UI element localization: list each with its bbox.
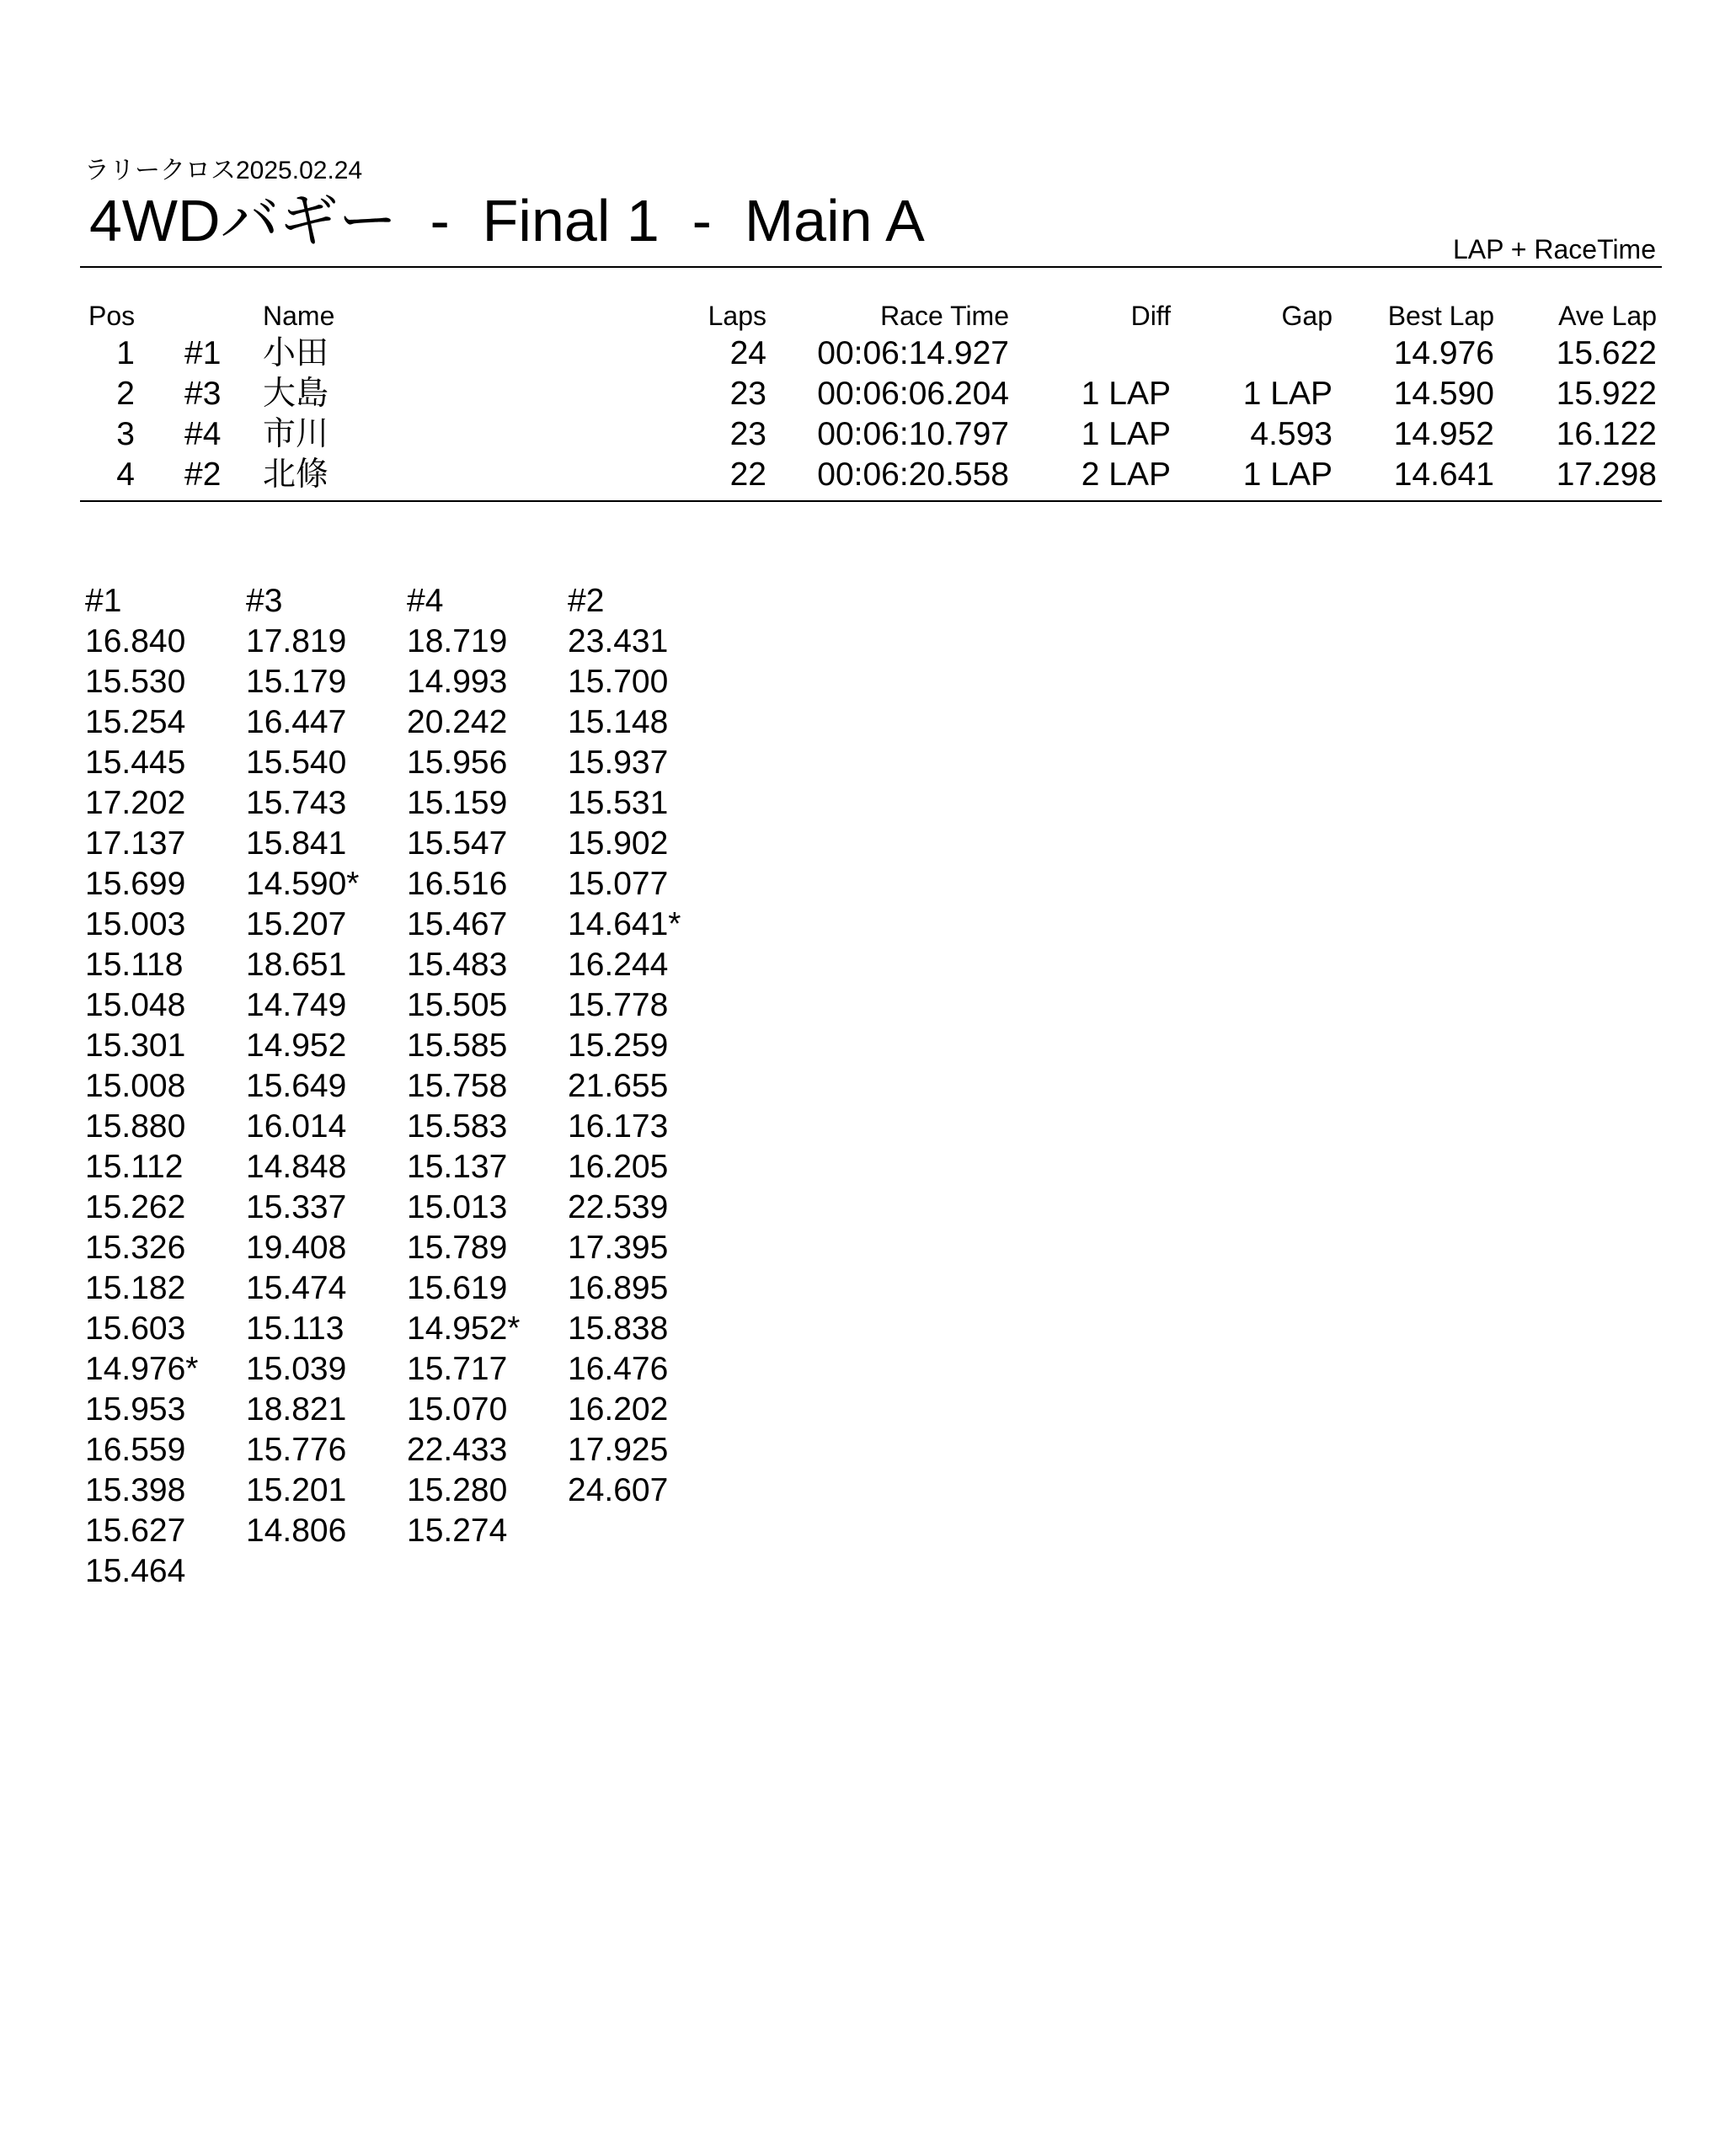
lap-time-cell: 15.259 (568, 1027, 669, 1064)
header-divider (80, 266, 1662, 268)
lap-time-cell: 19.408 (246, 1230, 347, 1266)
lap-time-cell: 14.590* (246, 866, 360, 902)
lap-time-cell: 16.559 (85, 1432, 186, 1468)
lap-time-cell: 15.326 (85, 1230, 186, 1266)
lap-time-cell: 15.118 (85, 947, 184, 983)
lap-time-cell: 15.013 (407, 1189, 508, 1225)
gap-cell: 1 LAP (1242, 376, 1332, 412)
lap-time-cell: 15.039 (246, 1351, 347, 1387)
lap-time-cell: 16.202 (568, 1391, 669, 1428)
laps-cell: 23 (729, 376, 766, 412)
lap-time-cell: 16.244 (568, 947, 669, 983)
lap-time-cell: 15.179 (246, 664, 347, 700)
lap-time-cell: 16.173 (568, 1108, 669, 1145)
race-title: 4WDバギー - Final 1 - Main A (89, 188, 925, 253)
lap-time-cell: 15.627 (85, 1513, 186, 1549)
car-number-cell: #2 (184, 456, 222, 493)
lap-column (85, 581, 237, 1592)
lap-time-cell: 23.431 (568, 623, 669, 659)
lap-time-cell: 15.113 (246, 1310, 344, 1347)
gap-cell: 4.593 (1250, 416, 1332, 452)
lap-time-cell: 14.806 (246, 1513, 347, 1549)
results-row (0, 334, 1725, 374)
driver-name-cell: 北條 (263, 456, 329, 493)
lap-time-cell: 15.778 (568, 987, 669, 1023)
best-lap-cell: 14.590 (1393, 376, 1494, 412)
results-row (0, 374, 1725, 414)
ave-lap-cell: 15.922 (1556, 376, 1657, 412)
lap-time-cell: 15.008 (85, 1068, 186, 1104)
lap-time-cell: 14.641* (568, 906, 681, 942)
lap-column-header: #4 (407, 583, 444, 619)
lap-time-cell: 15.474 (246, 1270, 347, 1306)
pos-cell: 2 (116, 376, 135, 412)
lap-time-cell: 17.925 (568, 1432, 669, 1468)
diff-cell: 1 LAP (1081, 376, 1171, 412)
lap-time-cell: 16.205 (568, 1149, 669, 1185)
lap-time-cell: 15.280 (407, 1472, 508, 1508)
column-header-name: Name (263, 301, 335, 331)
lap-time-cell: 15.262 (85, 1189, 186, 1225)
lap-time-cell: 22.539 (568, 1189, 669, 1225)
ave-lap-cell: 16.122 (1556, 416, 1657, 452)
pos-cell: 1 (116, 335, 135, 371)
lap-time-cell: 16.447 (246, 704, 347, 740)
lap-time-cell: 14.848 (246, 1149, 347, 1185)
lap-time-cell: 17.202 (85, 785, 186, 821)
lap-time-cell: 15.776 (246, 1432, 347, 1468)
lap-time-cell: 18.821 (246, 1391, 347, 1428)
lap-time-cell: 15.717 (407, 1351, 508, 1387)
column-header-gap: Gap (1281, 301, 1332, 331)
lap-time-cell: 15.540 (246, 744, 347, 781)
lap-time-cell: 15.398 (85, 1472, 186, 1508)
lap-time-cell: 15.743 (246, 785, 347, 821)
lap-time-cell: 15.445 (85, 744, 186, 781)
lap-time-cell: 17.395 (568, 1230, 669, 1266)
lap-time-cell: 15.070 (407, 1391, 508, 1428)
lap-time-cell: 16.840 (85, 623, 186, 659)
lap-time-cell: 15.619 (407, 1270, 508, 1306)
lap-time-cell: 15.048 (85, 987, 186, 1023)
lap-time-cell: 14.976* (85, 1351, 199, 1387)
lap-column (568, 581, 719, 1511)
lap-time-cell: 15.758 (407, 1068, 508, 1104)
lap-time-cell: 15.112 (85, 1149, 184, 1185)
column-header-pos: Pos (88, 301, 136, 331)
lap-time-cell: 15.337 (246, 1189, 347, 1225)
lap-time-cell: 15.505 (407, 987, 508, 1023)
lap-time-cell: 15.699 (85, 866, 186, 902)
lap-time-cell: 15.880 (85, 1108, 186, 1145)
lap-time-cell: 15.301 (85, 1027, 186, 1064)
lap-time-cell: 15.953 (85, 1391, 186, 1428)
lap-time-cell: 15.207 (246, 906, 347, 942)
pos-cell: 4 (116, 456, 135, 493)
event-name: ラリークロス2025.02.24 (84, 157, 363, 184)
lap-time-cell: 15.603 (85, 1310, 186, 1347)
column-header-diff: Diff (1130, 301, 1171, 331)
column-header-race-time: Race Time (880, 301, 1009, 331)
lap-column-header: #3 (246, 583, 283, 619)
column-header-laps: Laps (708, 301, 766, 331)
gap-cell: 1 LAP (1242, 456, 1332, 493)
lap-time-cell: 15.841 (246, 825, 347, 862)
driver-name-cell: 小田 (263, 335, 329, 371)
car-number-cell: #1 (184, 335, 222, 371)
best-lap-cell: 14.952 (1393, 416, 1494, 452)
lap-time-cell: 15.137 (407, 1149, 508, 1185)
lap-time-cell: 20.242 (407, 704, 508, 740)
lap-time-cell: 15.467 (407, 906, 508, 942)
lap-time-cell: 14.952* (407, 1310, 521, 1347)
lap-time-cell: 16.895 (568, 1270, 669, 1306)
results-header (0, 300, 1725, 332)
lap-time-cell: 14.952 (246, 1027, 347, 1064)
results-divider (80, 500, 1662, 502)
pos-cell: 3 (116, 416, 135, 452)
lap-time-cell: 15.649 (246, 1068, 347, 1104)
lap-time-cell: 16.516 (407, 866, 508, 902)
race-time-cell: 00:06:14.927 (817, 335, 1009, 371)
driver-name-cell: 市川 (263, 416, 329, 452)
lap-column-header: #2 (568, 583, 605, 619)
results-row (0, 455, 1725, 495)
lap-column-header: #1 (85, 583, 122, 619)
lap-time-cell: 17.819 (246, 623, 347, 659)
best-lap-cell: 14.976 (1393, 335, 1494, 371)
lap-column (246, 581, 398, 1551)
lap-time-cell: 15.956 (407, 744, 508, 781)
lap-time-cell: 15.838 (568, 1310, 669, 1347)
lap-time-cell: 15.254 (85, 704, 186, 740)
lap-time-cell: 18.719 (407, 623, 508, 659)
lap-time-cell: 15.547 (407, 825, 508, 862)
ave-lap-cell: 17.298 (1556, 456, 1657, 493)
lap-time-cell: 14.993 (407, 664, 508, 700)
laps-cell: 24 (729, 335, 766, 371)
lap-time-cell: 15.274 (407, 1513, 508, 1549)
laps-cell: 23 (729, 416, 766, 452)
ave-lap-cell: 15.622 (1556, 335, 1657, 371)
lap-time-cell: 15.583 (407, 1108, 508, 1145)
lap-time-cell: 17.137 (85, 825, 186, 862)
lap-time-cell: 15.483 (407, 947, 508, 983)
car-number-cell: #4 (184, 416, 222, 452)
lap-time-cell: 15.937 (568, 744, 669, 781)
lap-time-cell: 16.014 (246, 1108, 347, 1145)
laps-cell: 22 (729, 456, 766, 493)
car-number-cell: #3 (184, 376, 222, 412)
lap-time-cell: 15.077 (568, 866, 669, 902)
lap-time-cell: 15.003 (85, 906, 186, 942)
lap-time-cell: 15.789 (407, 1230, 508, 1266)
lap-time-cell: 18.651 (246, 947, 347, 983)
lap-time-cell: 15.530 (85, 664, 186, 700)
race-time-cell: 00:06:06.204 (817, 376, 1009, 412)
lap-time-cell: 14.749 (246, 987, 347, 1023)
lap-column (407, 581, 558, 1551)
results-row (0, 414, 1725, 455)
lap-time-cell: 15.201 (246, 1472, 347, 1508)
lap-time-cell: 15.182 (85, 1270, 186, 1306)
lap-time-cell: 22.433 (407, 1432, 508, 1468)
lap-time-cell: 15.159 (407, 785, 508, 821)
race-time-cell: 00:06:20.558 (817, 456, 1009, 493)
lap-time-cell: 16.476 (568, 1351, 669, 1387)
lap-time-cell: 15.531 (568, 785, 669, 821)
timing-mode-label: LAP + RaceTime (1453, 234, 1656, 264)
best-lap-cell: 14.641 (1393, 456, 1494, 493)
column-header-best-lap: Best Lap (1387, 301, 1494, 331)
lap-time-cell: 15.148 (568, 704, 669, 740)
lap-time-cell: 15.700 (568, 664, 669, 700)
lap-time-cell: 21.655 (568, 1068, 669, 1104)
lap-time-cell: 15.902 (568, 825, 669, 862)
lap-time-cell: 24.607 (568, 1472, 669, 1508)
race-time-cell: 00:06:10.797 (817, 416, 1009, 452)
lap-time-cell: 15.464 (85, 1553, 186, 1589)
driver-name-cell: 大島 (263, 376, 329, 412)
diff-cell: 1 LAP (1081, 416, 1171, 452)
diff-cell: 2 LAP (1081, 456, 1171, 493)
lap-time-cell: 15.585 (407, 1027, 508, 1064)
column-header-ave-lap: Ave Lap (1558, 301, 1657, 331)
